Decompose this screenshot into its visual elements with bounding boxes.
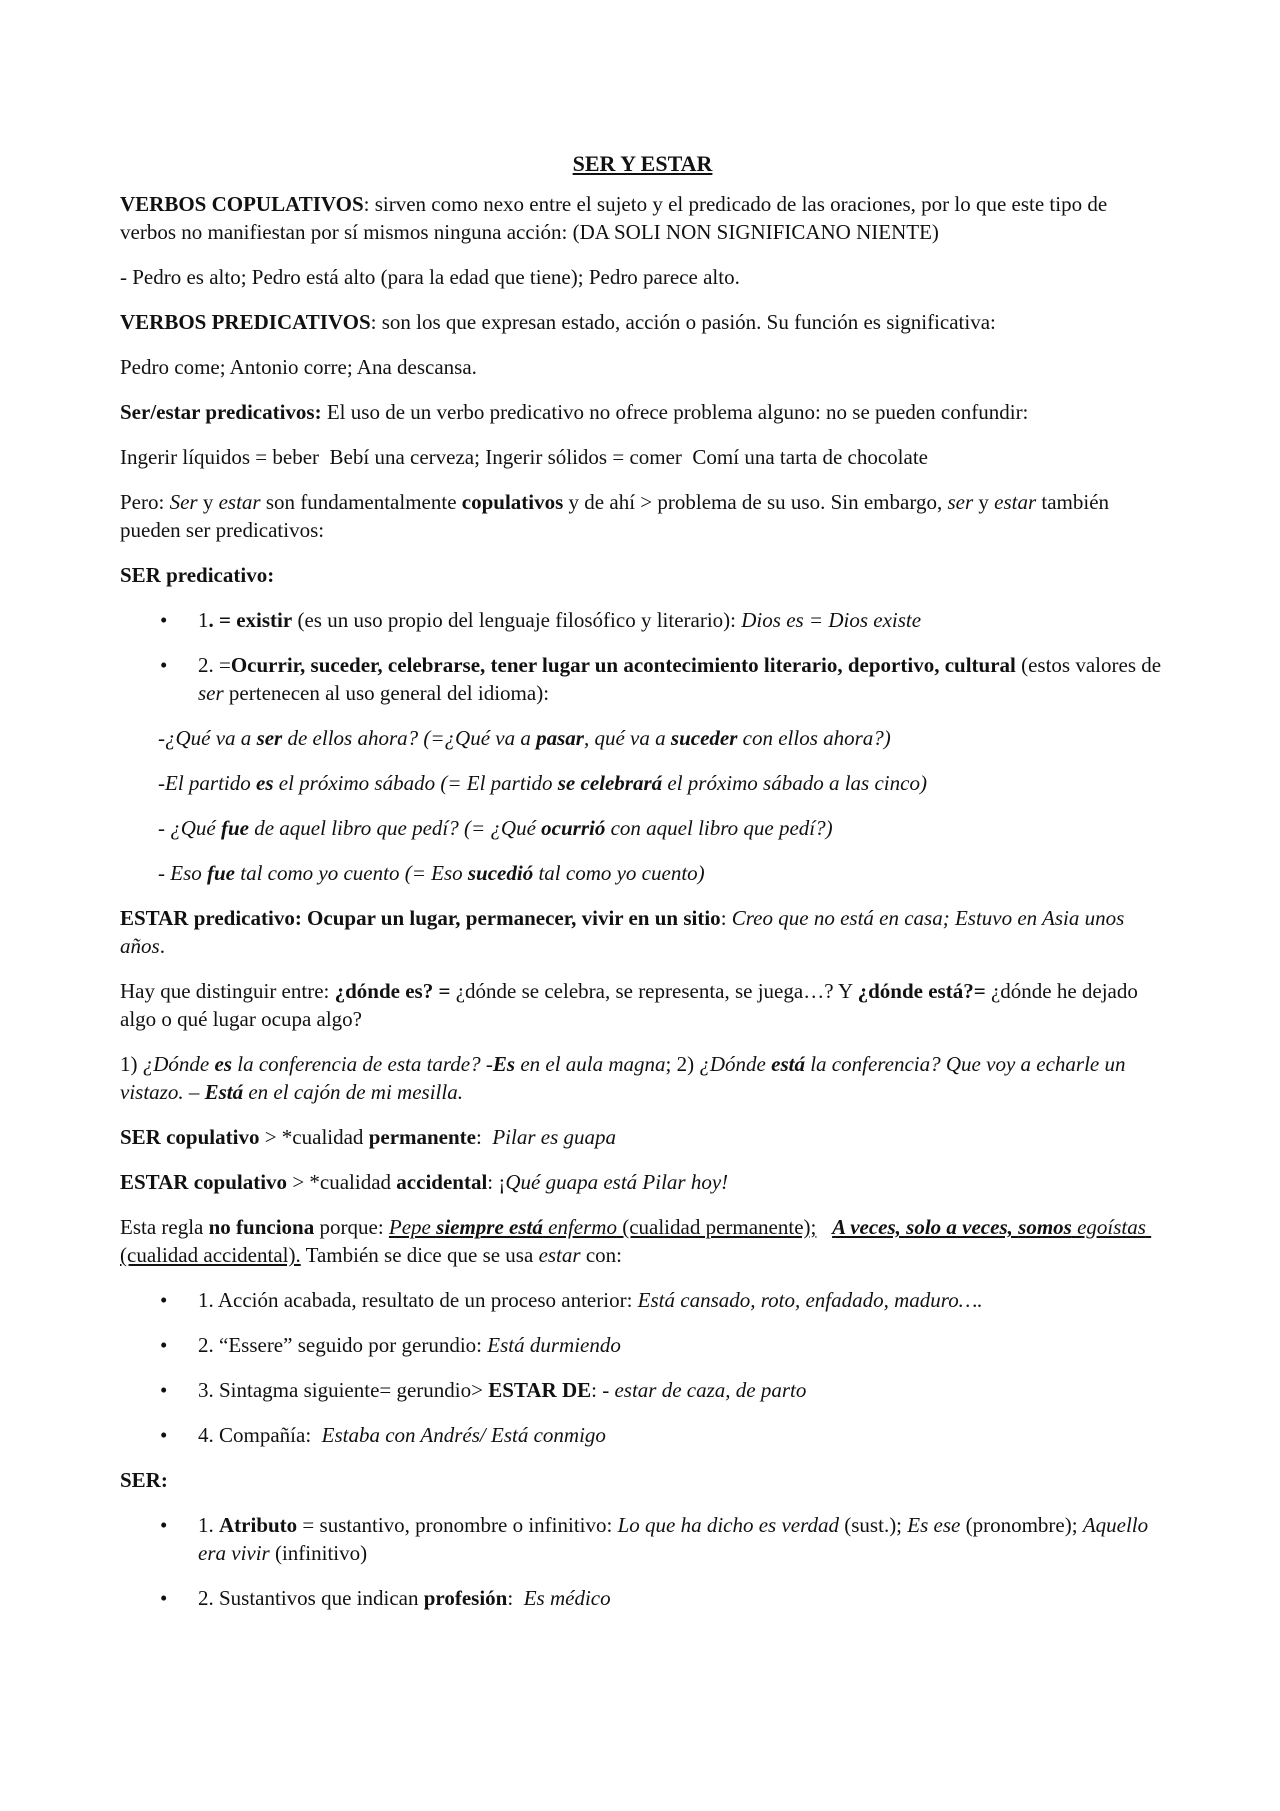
text-run: ESTAR predicativo: Ocupar un lugar, permanecer, vivir en un sitio <box>120 906 721 930</box>
text-run: está <box>771 1052 805 1076</box>
text-run: Qué guapa está Pilar hoy! <box>505 1170 729 1194</box>
text-run: con ellos ahora?) <box>737 726 891 750</box>
paragraph <box>120 1466 1165 1494</box>
text-run: (estos valores de <box>1015 653 1167 677</box>
text-run: ; 2) <box>665 1052 700 1076</box>
list-item <box>120 1376 1165 1404</box>
text-run: Es ese <box>907 1513 961 1537</box>
list-item <box>120 651 1165 707</box>
text-run: en el aula magna <box>515 1052 666 1076</box>
text-run: Ser <box>169 490 198 514</box>
text-run: SER: <box>120 1468 168 1492</box>
text-run: (sust.); <box>839 1513 908 1537</box>
text-run: Ser/estar predicativos: <box>120 400 322 424</box>
paragraph <box>120 353 1165 381</box>
list-item <box>120 1421 1165 1449</box>
text-run: tal como yo cuento (= Eso <box>235 861 468 885</box>
text-run: ESTAR DE <box>488 1378 592 1402</box>
text-run: - Pedro es alto; Pedro está alto (para la edad que tiene); Pedro parece alto. <box>120 265 740 289</box>
text-run: es <box>214 1052 232 1076</box>
text-run: permanente <box>368 1125 476 1149</box>
text-run: : ¡ <box>487 1170 506 1194</box>
text-run: SER predicativo: <box>120 563 275 587</box>
text-run: Aquello era vivir <box>198 1513 1154 1565</box>
text-run: tal como yo cuento) <box>533 861 705 885</box>
text-run: (cualidad accidental). <box>120 1215 1152 1267</box>
text-run: -¿Qué va a <box>158 726 257 750</box>
text-run: ¿dónde está?= <box>857 979 986 1003</box>
paragraph <box>120 977 1165 1033</box>
text-run: También se dice que se usa <box>300 1243 539 1267</box>
text-run: 4. Compañía: <box>198 1423 322 1447</box>
text-run: Está durmiendo <box>487 1333 621 1357</box>
text-run: (es un uso propio del lenguaje filosófico y literario): <box>292 608 742 632</box>
text-run: 2. = <box>198 653 231 677</box>
text-run: Lo que ha dicho es verdad <box>617 1513 840 1537</box>
text-run: Ocurrir, suceder, celebrarse, tener lugar un acontecimiento literario, deportivo, cultural <box>230 653 1016 677</box>
text-run: copulativos <box>461 490 564 514</box>
text-run: Pepe <box>388 1215 437 1239</box>
example-sentence <box>158 769 1165 797</box>
text-run: - Eso <box>158 861 207 885</box>
text-run: 1 <box>198 608 209 632</box>
text-run: con: <box>580 1243 622 1267</box>
text-run: : - <box>591 1378 615 1402</box>
text-run <box>816 1215 832 1239</box>
text-run: Atributo <box>219 1513 298 1537</box>
text-run: también pueden ser predicativos: <box>120 490 1115 542</box>
paragraph <box>120 1213 1165 1269</box>
text-run: Esta regla <box>120 1215 209 1239</box>
text-run: ¿dónde he dejado algo o qué lugar ocupa algo? <box>120 979 1144 1031</box>
document-body <box>120 190 1165 1612</box>
text-run: Pilar es guapa <box>492 1125 617 1149</box>
text-run: enfermo <box>542 1215 617 1239</box>
text-run: , qué va a <box>583 726 671 750</box>
text-run: 2. “Essere” seguido por gerundio: <box>198 1333 488 1357</box>
text-run: se celebrará <box>557 771 663 795</box>
text-run: 2. Sustantivos que indican <box>198 1586 424 1610</box>
text-run: es <box>256 771 274 795</box>
text-run: 1. <box>198 1513 219 1537</box>
text-run: (pronombre); <box>960 1513 1083 1537</box>
text-run: con aquel libro que pedí?) <box>605 816 833 840</box>
text-run: El uso de un verbo predicativo no ofrece problema alguno: no se pueden confundir: <box>321 400 1029 424</box>
text-run: y <box>197 490 219 514</box>
text-run: : sirven como nexo entre el sujeto y el predicado de las oraciones, por lo que este tipo de verbos no manifiestan por sí mismos ninguna acción: (DA SOLI NON SIGNIFICANO NIENTE) <box>120 192 1113 244</box>
text-run: suceder <box>670 726 738 750</box>
text-run: el próximo sábado (= El partido <box>273 771 558 795</box>
text-run: fue <box>207 861 235 885</box>
text-run: = sustantivo, pronombre o infinitivo: <box>297 1513 618 1537</box>
paragraph <box>120 398 1165 426</box>
example-sentence <box>158 814 1165 842</box>
list-item <box>120 1286 1165 1314</box>
text-run: VERBOS PREDICATIVOS <box>120 310 371 334</box>
text-run: pasar <box>536 726 584 750</box>
text-run: accidental <box>396 1170 488 1194</box>
bullet-list <box>120 1286 1165 1449</box>
text-run: Hay que distinguir entre: <box>120 979 335 1003</box>
text-run: -El partido <box>158 771 256 795</box>
text-run: : <box>507 1586 524 1610</box>
text-run: en el cajón de mi mesilla. <box>243 1080 463 1104</box>
paragraph <box>120 1050 1165 1106</box>
page-title: SER Y ESTAR <box>572 151 713 176</box>
text-run: porque: <box>314 1215 389 1239</box>
text-run: ser <box>947 490 974 514</box>
text-run: . = existir <box>208 608 293 632</box>
text-run: estar <box>538 1243 581 1267</box>
text-run: siempre está <box>436 1215 543 1239</box>
example-sentence <box>158 724 1165 752</box>
list-item <box>120 606 1165 634</box>
text-run: el próximo sábado a las cinco) <box>662 771 927 795</box>
text-run: profesión <box>423 1586 508 1610</box>
text-run: Está cansado, roto, enfadado, maduro…. <box>637 1288 983 1312</box>
text-run: . <box>159 934 165 958</box>
text-run: y de ahí > problema de su uso. Sin embargo, <box>563 490 948 514</box>
text-run: ser <box>198 681 224 705</box>
paragraph <box>120 443 1165 471</box>
text-run: Creo que no está en casa; Estuvo en Asia unos años <box>120 906 1130 958</box>
text-run: no funciona <box>208 1215 315 1239</box>
text-run: > *cualidad <box>287 1170 397 1194</box>
paragraph <box>120 904 1165 960</box>
paragraph <box>120 561 1165 589</box>
text-run: Dios es = Dios existe <box>741 608 922 632</box>
text-run: la conferencia de esta tarde? - <box>232 1052 493 1076</box>
bullet-list <box>120 1511 1165 1612</box>
bullet-list <box>120 606 1165 707</box>
text-run: SER copulativo <box>120 1125 260 1149</box>
text-run: 1) <box>120 1052 143 1076</box>
text-run: ocurrió <box>541 816 606 840</box>
text-run: pertenecen al uso general del idioma): <box>223 681 550 705</box>
text-run: ser <box>256 726 283 750</box>
text-run: Estaba con Andrés/ Está conmigo <box>321 1423 606 1447</box>
paragraph <box>120 488 1165 544</box>
list-item <box>120 1331 1165 1359</box>
text-run: Está <box>204 1080 244 1104</box>
text-run: Es <box>492 1052 516 1076</box>
text-run: sucedió <box>467 861 534 885</box>
text-run: 1. Acción acabada, resultato de un proceso anterior: <box>198 1288 638 1312</box>
text-run: ¿Dónde <box>699 1052 772 1076</box>
text-run: > *cualidad <box>259 1125 369 1149</box>
text-run: ¿Dónde <box>142 1052 215 1076</box>
text-run: A veces, solo a veces, <box>832 1215 1019 1239</box>
text-run: y <box>973 490 995 514</box>
text-run: : son los que expresan estado, acción o pasión. Su función es significativa: <box>370 310 996 334</box>
text-run: fue <box>220 816 249 840</box>
text-run: somos <box>1018 1215 1072 1239</box>
text-run: la conferencia? Que voy a echarle un vistazo. – <box>120 1052 1131 1104</box>
paragraph <box>120 190 1165 246</box>
text-run: ¿dónde es? = <box>334 979 451 1003</box>
text-run: egoístas <box>1071 1215 1146 1239</box>
text-run: - ¿Qué <box>158 816 221 840</box>
text-run: estar <box>218 490 261 514</box>
paragraph <box>120 263 1165 291</box>
text-run: Pedro come; Antonio corre; Ana descansa. <box>120 355 477 379</box>
text-run: de aquel libro que pedí? (= ¿Qué <box>248 816 542 840</box>
text-run: Es médico <box>523 1586 611 1610</box>
text-run: estar <box>994 490 1037 514</box>
text-run: (cualidad permanente); <box>616 1215 817 1239</box>
text-run: son fundamentalmente <box>260 490 462 514</box>
text-run: VERBOS COPULATIVOS <box>120 192 364 216</box>
text-run: : <box>720 906 732 930</box>
text-run: Pero: <box>120 490 170 514</box>
list-item <box>120 1584 1165 1612</box>
text-run: ¿dónde se celebra, se representa, se juega…? Y <box>450 979 858 1003</box>
text-run: estar de caza, de parto <box>614 1378 807 1402</box>
example-sentence <box>158 859 1165 887</box>
document-page <box>120 150 1165 1629</box>
text-run: 3. Sintagma siguiente= gerundio> <box>198 1378 489 1402</box>
list-item <box>120 1511 1165 1567</box>
paragraph <box>120 1168 1165 1196</box>
text-run: ESTAR copulativo <box>120 1170 288 1194</box>
text-run: : <box>476 1125 493 1149</box>
paragraph <box>120 1123 1165 1151</box>
paragraph <box>120 308 1165 336</box>
text-run: Ingerir líquidos = beber Bebí una cerveza; Ingerir sólidos = comer Comí una tarta de chocolate <box>120 445 928 469</box>
text-run: de ellos ahora? (=¿Qué va a <box>282 726 537 750</box>
text-run: (infinitivo) <box>269 1541 368 1565</box>
